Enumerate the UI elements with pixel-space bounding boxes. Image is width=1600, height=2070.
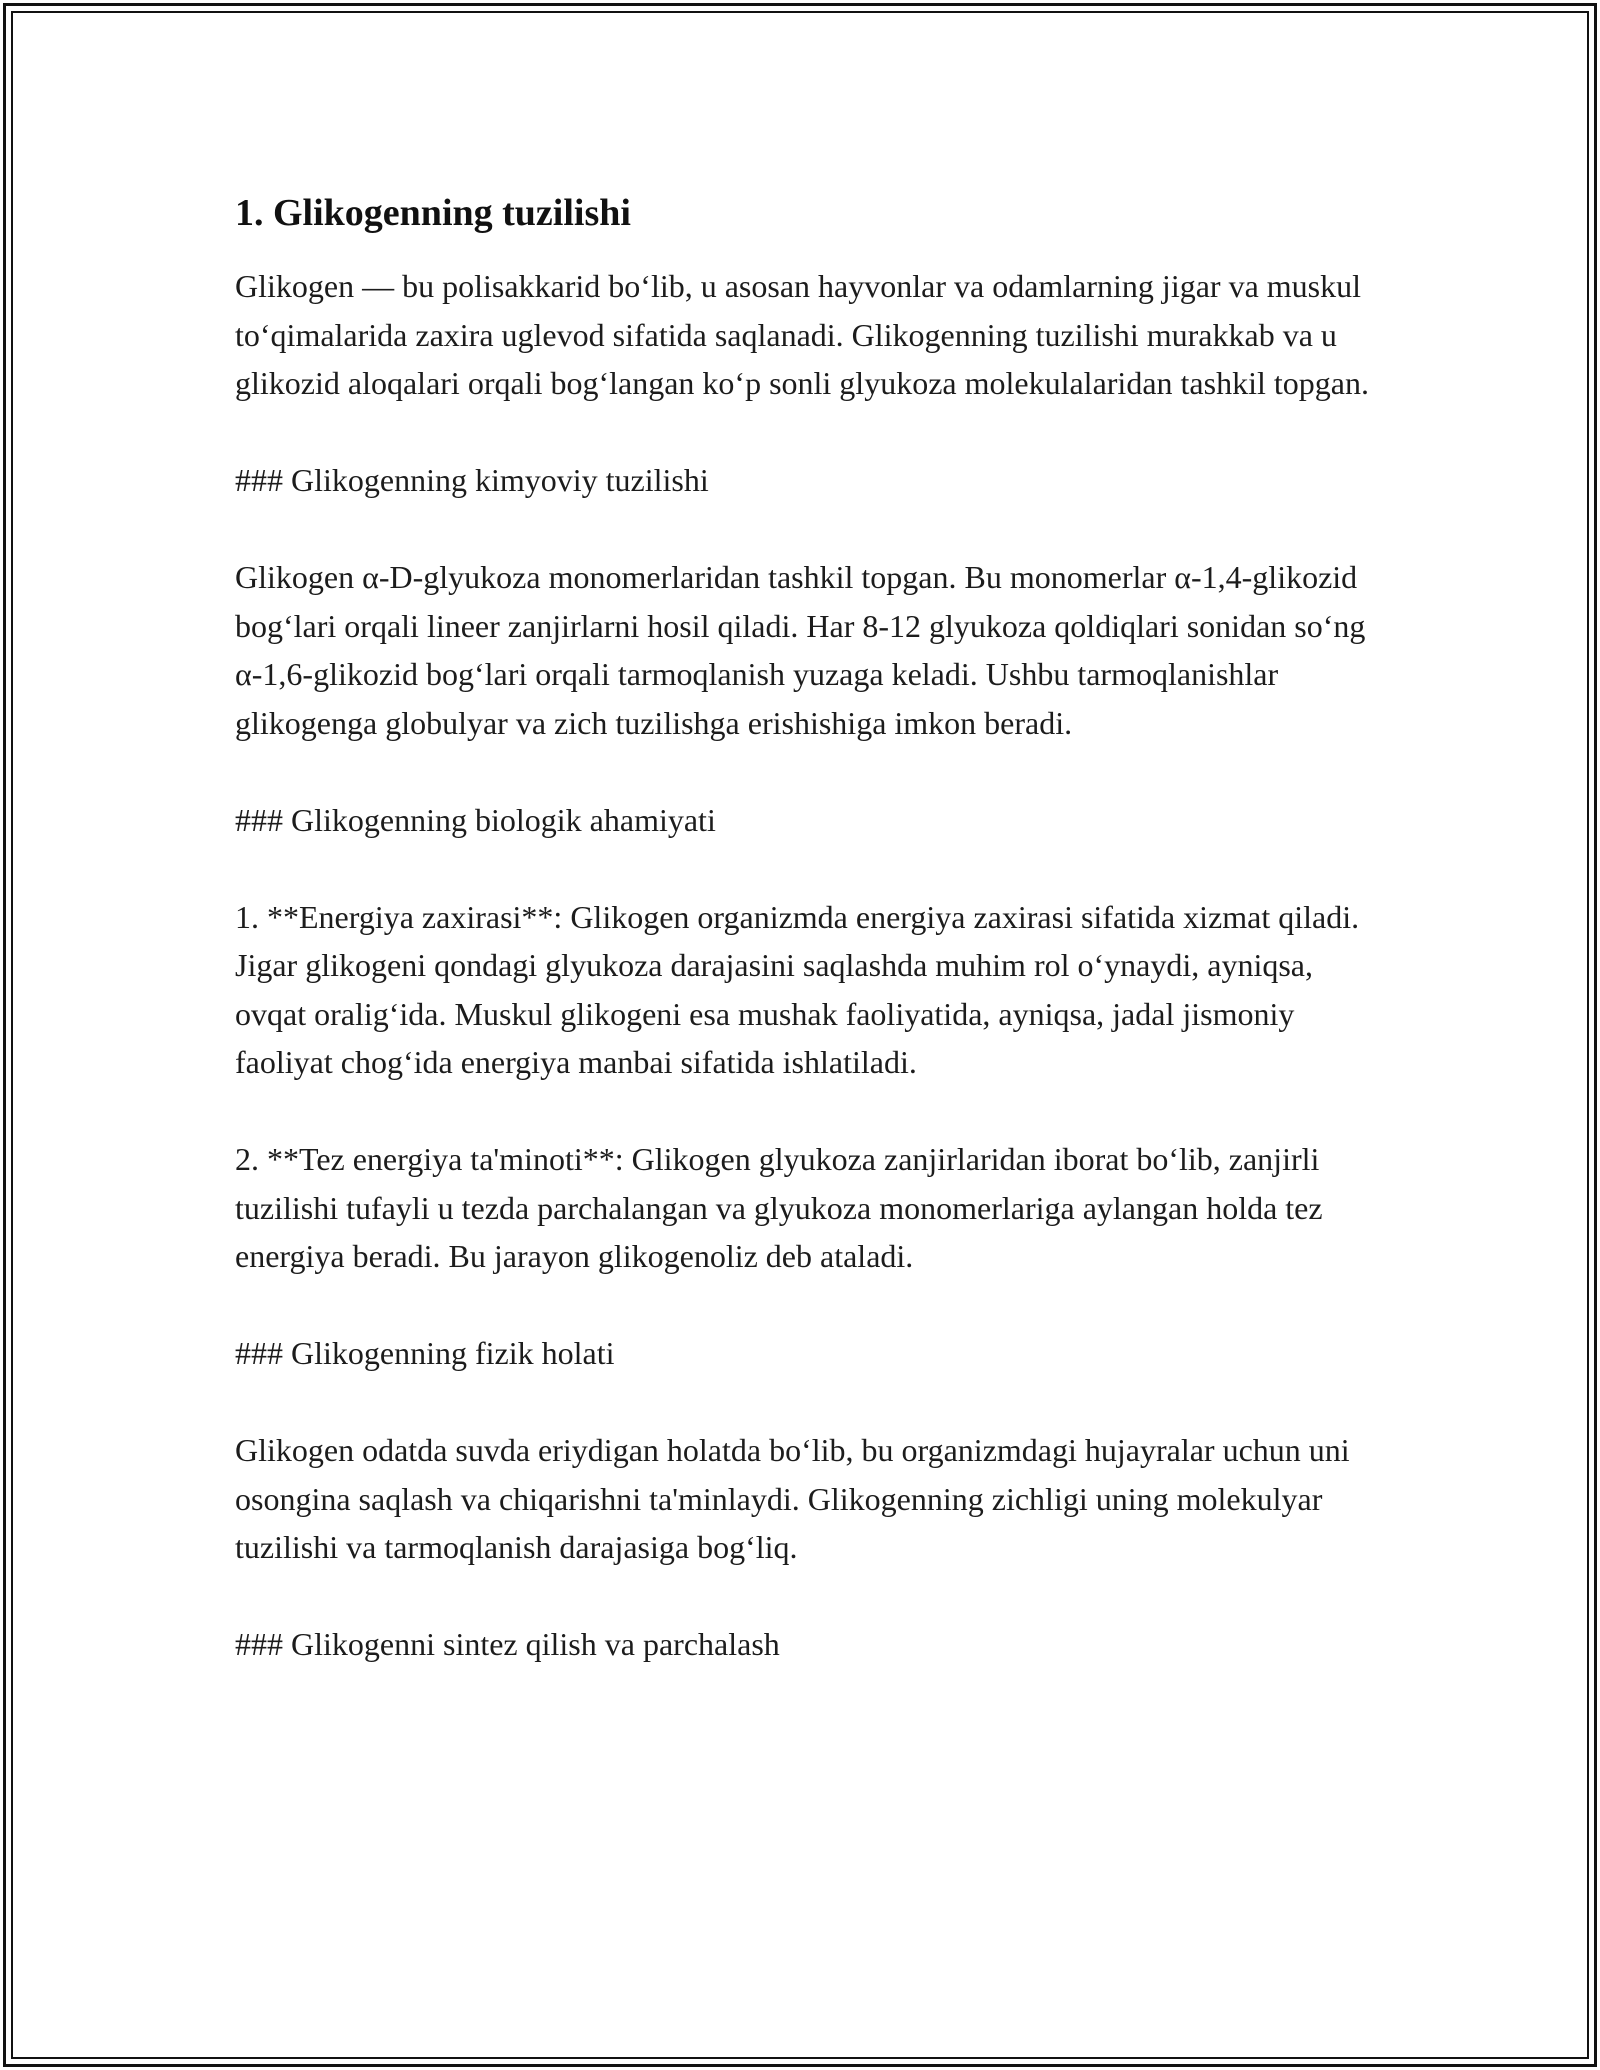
subheading-biological-importance: ### Glikogenning biologik ahamiyati	[235, 801, 716, 838]
paragraph-intro: Glikogen — bu polisakkarid bo‘lib, u asosan hayvonlar va odamlarning jigar va muskul to‘qimalarida zaxira uglevod sifatida saqlanadi. Glikogenning tuzilishi murakkab va u glikozid aloqalari orqali bog‘langan ko‘p sonli glyukoza molekulalaridan tashkil topgan.	[235, 268, 1369, 401]
document-body	[235, 188, 1375, 1669]
subheading-chemical-structure: ### Glikogenning kimyoviy tuzilishi	[235, 462, 709, 498]
subheading-synthesis-breakdown: ### Glikogenni sintez qilish va parchalash	[235, 1626, 780, 1662]
list-item-energy-reserve: 1. **Energiya zaxirasi**: Glikogen organizmda energiya zaxirasi sifatida xizmat qiladi. Jigar glikogeni qondagi glyukoza darajasini saqlashda muhim rol o‘ynaydi, ayniqsa, ovqat oralig‘ida. Muskul glikogeni esa mushak faoliyatida, ayniqsa, jadal jismoniy faoliyat chog‘ida energiya manbai sifatida ishlatiladi.	[235, 898, 1360, 1080]
document-title: 1. Glikogenning tuzilishi	[235, 192, 631, 234]
paragraph-chemical-structure: Glikogen α-D-glyukoza monomerlaridan tashkil topgan. Bu monomerlar α-1,4-glikozid bog‘lari orqali lineer zanjirlarni hosil qiladi. Har 8-12 glyukoza qoldiqlari sonidan so‘ng α-1,6-glikozid bog‘lari orqali tarmoqlanish yuzaga keladi. Ushbu tarmoqlanishlar glikogenga globulyar va zich tuzilishga erishishiga imkon beradi.	[235, 559, 1366, 741]
list-item-fast-energy: 2. **Tez energiya ta'minoti**: Glikogen glyukoza zanjirlaridan iborat bo‘lib, zanjirli tuzilishi tufayli u tezda parchalangan va glyukoza monomerlariga aylangan holda tez energiya beradi. Bu jarayon glikogenoliz deb ataladi.	[235, 1141, 1323, 1274]
paragraph-physical-state: Glikogen odatda suvda eriydigan holatda bo‘lib, bu organizmdagi hujayralar uchun uni osongina saqlash va chiqarishni ta'minlaydi. Glikogenning zichligi uning molekulyar tuzilishi va tarmoqlanish darajasiga bog‘liq.	[235, 1432, 1350, 1565]
subheading-physical-state: ### Glikogenning fizik holati	[235, 1335, 615, 1371]
